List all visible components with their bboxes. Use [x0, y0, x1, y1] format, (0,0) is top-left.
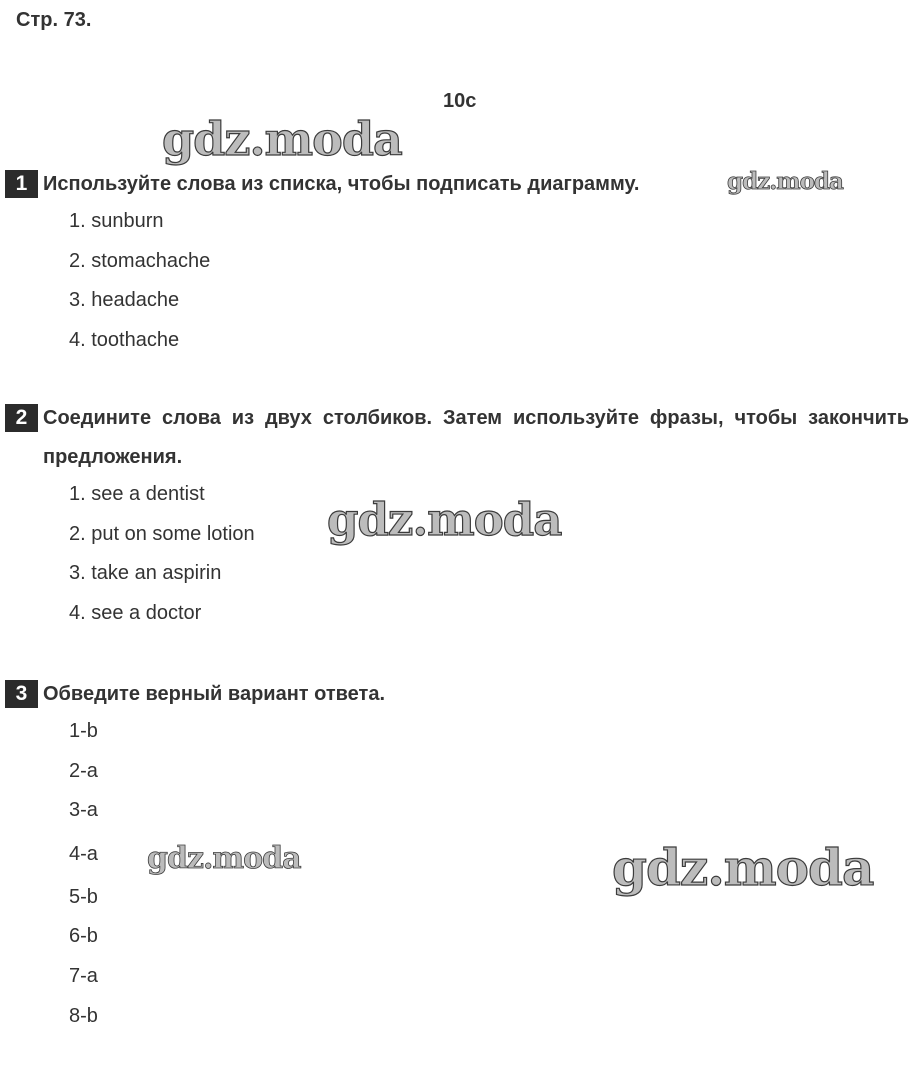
- answer-item: 5-b: [69, 885, 98, 908]
- watermark-logo: gdz.moda: [147, 841, 301, 876]
- answer-item: 1. sunburn: [69, 210, 164, 232]
- page-header: Стр. 73.: [16, 9, 92, 31]
- answer-item: 2-a: [69, 759, 98, 782]
- answer-item: 4. see a doctor: [69, 601, 202, 624]
- answer-item: 1. see a dentist: [69, 483, 205, 505]
- answer-item: 3. take an aspirin: [69, 562, 222, 585]
- answer-item: 4. toothache: [69, 328, 180, 351]
- task-1: [5, 170, 909, 360]
- watermark-logo: gdz.moda: [727, 168, 843, 195]
- task-number-badge: 1: [5, 170, 38, 198]
- watermark-logo: gdz.moda: [327, 493, 562, 546]
- answer-list: [69, 712, 909, 1036]
- section-title: 10c: [443, 90, 477, 112]
- answer-item: 2. stomachache: [69, 249, 211, 272]
- answer-item: 8-b: [69, 1004, 98, 1027]
- answer-item: 2. put on some lotion: [69, 522, 255, 545]
- answer-item: 3-a: [69, 799, 98, 822]
- answer-item: 1-b: [69, 720, 98, 742]
- task-number-badge: 2: [5, 404, 38, 432]
- task-header: [5, 404, 909, 477]
- task-instruction: Используйте слова из списка, чтобы подписать диаграмму.: [43, 173, 640, 195]
- task-header: [5, 680, 909, 714]
- answer-item: 6-b: [69, 925, 98, 948]
- task-2: [5, 404, 909, 633]
- answer-list: [69, 475, 909, 633]
- watermark-logo: gdz.moda: [162, 112, 402, 166]
- task-instruction: Обведите верный вариант ответа.: [43, 683, 386, 705]
- answer-item: 7-a: [69, 964, 98, 987]
- task-number-badge: 3: [5, 680, 38, 708]
- answer-item: 4-a: [69, 842, 98, 865]
- task-3: [5, 680, 909, 1036]
- watermark-logo: gdz.moda: [612, 838, 874, 897]
- answer-item: 3. headache: [69, 289, 180, 312]
- task-header: [5, 170, 909, 204]
- answer-list: [69, 202, 909, 360]
- task-instruction: Соедините слова из двух столбиков. Затем используйте фразы, чтобы закончить предложения.: [43, 407, 909, 468]
